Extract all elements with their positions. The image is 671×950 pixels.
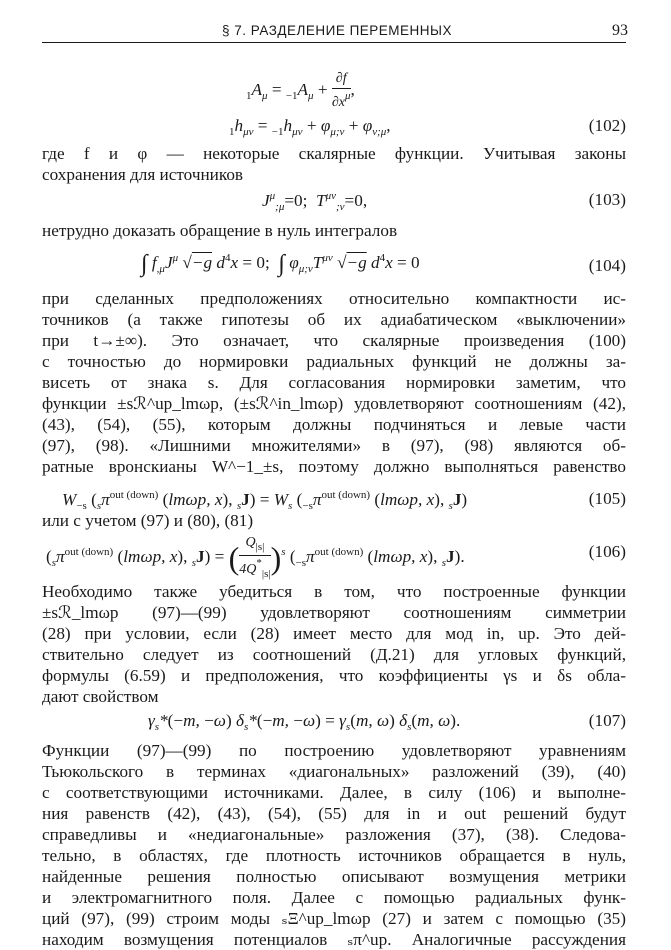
section-title: § 7. РАЗДЕЛЕНИЕ ПЕРЕМЕННЫХ xyxy=(222,23,453,38)
text-line: находим возмущения потенциалов ₛπ^up. Аналогичные рассуждения xyxy=(42,930,626,949)
text-line: найденные решения полностью описывают возмущения метрики xyxy=(42,867,626,886)
text-line: (43), (54), (55), которым должны подчиняться и левые части xyxy=(42,415,626,434)
text-line: при сделанных предположениях относительно компактности ис- xyxy=(42,289,626,308)
page-number: 93 xyxy=(612,22,628,39)
equation-number-107: (107) xyxy=(588,711,626,730)
equation-number-103: (103) xyxy=(588,190,626,209)
text-line: и электромагнитного поля. Далее с помощью радиальных функ- xyxy=(42,888,626,907)
eq-106-frac-num: Q xyxy=(245,535,256,550)
text-line: точников (а также гипотезы об их адиабатическом «выключении» xyxy=(42,310,626,329)
text-line: (28) при условии, если (28) имеет место для мод in, up. Это дей- xyxy=(42,624,626,643)
text-line: с соответствующими источниками. Далее, в силу (106) и выполне- xyxy=(42,783,626,802)
equation-number-104: (104) xyxy=(588,256,626,275)
text-line: ствительно следует из соотношений (Д.21) для угловых функций, xyxy=(42,645,626,664)
equation-h: $_1h_{\mu\nu} = _{-1}h_{\mu\nu} + \varphi_{\mu;\nu} + \varphi_{\nu;\mu}$, xyxy=(229,116,391,138)
eq-a-frac-num: ∂f xyxy=(332,72,351,89)
equation-103: $J^\mu_{;\mu}=0$; $T^{\mu\nu}_{;\nu}=0$, xyxy=(262,190,368,213)
text-line: (97), (98). «Лишними множителями» в (97), (98) являются об- xyxy=(42,436,626,455)
text-line: дают свойством xyxy=(42,687,159,706)
equation-104: ∫ $f_{,\mu}J^\mu$ √−g $d^4x = 0$; ∫ $\varphi_{\mu;\nu}T^{\mu\nu}$ √−g $d^4x = 0$ xyxy=(141,251,420,277)
text-line: функции ±sℛ^up_lmωp, (±sℛ^in_lmωp) удовлетворяют соотношениям (42), xyxy=(42,394,626,413)
text-line: где f и φ — некоторые скалярные функции. Учитывая законы xyxy=(42,144,626,163)
text-line: ±sℛ_lmωp (97)—(99) удовлетворяют соотношениям симметрии xyxy=(42,603,626,622)
text-line: ратные вронскианы W^−1_±s, поэтому должно выполняться равенство xyxy=(42,457,626,476)
eq-a-frac-den: ∂x xyxy=(331,95,346,110)
text-line: формулы (6.59) и предположения, что коэффициенты γs и δs обла- xyxy=(42,666,626,685)
equation-a: $_1A_\mu = _{-1}A_\mu$ + $\frac{\partial f}{\partial x^\mu}$ , xyxy=(246,71,355,110)
text-line: висеть от знака s. Для согласования нормировки заметим, что xyxy=(42,373,626,392)
eq-a-rhs-symbol: A xyxy=(297,79,309,99)
text-line: Функции (97)—(99) по построению удовлетворяют уравнениям xyxy=(42,741,626,760)
equation-number-102: (102) xyxy=(588,116,626,135)
text-line: ния равенств (42), (43), (54), (55) для in и out решений будут xyxy=(42,804,626,823)
text-line: с точностью до нормировки радиальных функций не должны за- xyxy=(42,352,626,371)
running-header xyxy=(42,22,626,43)
text-line: или с учетом (97) и (80), (81) xyxy=(42,511,254,530)
text-line: тельно, в областях, где плотность источников обращается в нуль, xyxy=(42,846,626,865)
equation-number-106: (106) xyxy=(588,542,626,561)
equation-106: ($_s\pi^{out (down)}$ (lmωp, x), $_s$J) = ( $\frac{Q_{|s|}}{4Q^*_{|s|}}$ )$^s$ ($_{-s}\pi^{out (down)}$ (lmωp, x), $_s$J). xyxy=(46,535,465,580)
equation-105: $W_{-s}$ ($_s\pi^{out (down)}$ (lmωp, x), $_sJ) = W_s$ ($_{-s}\pi^{out (down)}$ (lmωp, x), $_s$J) xyxy=(62,489,468,512)
eq-a-lhs-symbol: A xyxy=(251,79,262,99)
text-line: Необходимо также убедиться в том, что построенные функции xyxy=(42,582,626,601)
equation-107: $\gamma_s*(-m$, −ω) $\delta_s*(-m$, $-\omega) = \gamma_s(m$, ω) $\delta_s(m$, ω). xyxy=(148,711,461,733)
text-line: Тьюкольского в терминах «диагональных» разложений (39), (40) xyxy=(42,762,626,781)
eq-106-frac-den: 4Q xyxy=(239,562,257,577)
text-line: справедливы и «недиагональные» разложения (37), (38). Следова- xyxy=(42,825,626,844)
text-line: ций (97), (99) строим моды ₛΞ^up_lmωp (27) и затем с помощью (35) xyxy=(42,909,626,928)
text-line: при t→±∞). Это означает, что скалярные произведения (100) xyxy=(42,331,626,350)
text-line: сохранения для источников xyxy=(42,165,244,184)
equation-number-105: (105) xyxy=(588,489,626,508)
text-line: нетрудно доказать обращение в нуль интегралов xyxy=(42,221,398,240)
